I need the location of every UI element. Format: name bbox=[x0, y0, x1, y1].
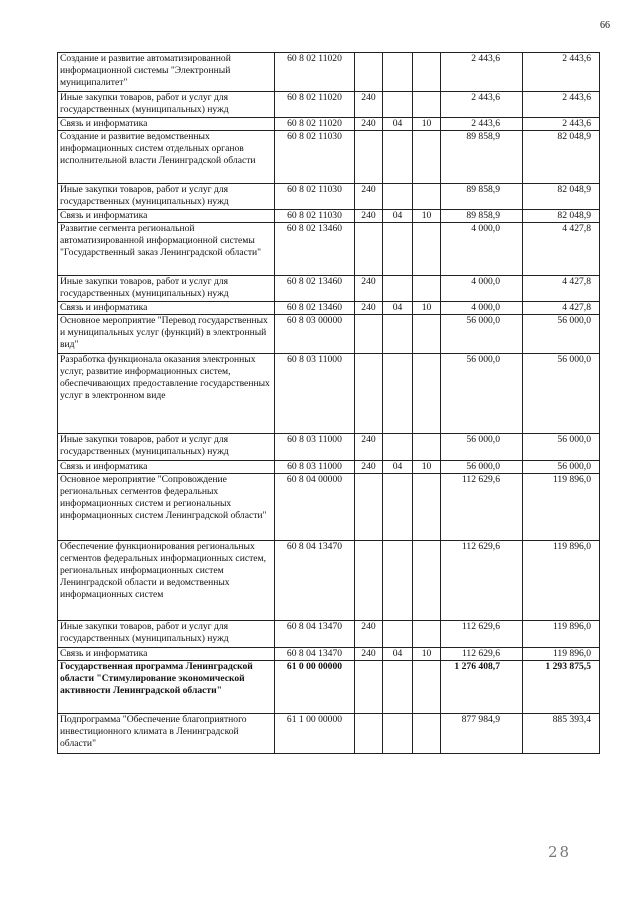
row-csr-code: 60 8 03 11000 bbox=[275, 461, 355, 474]
row-pr-code bbox=[413, 276, 441, 302]
row-vr-code: 240 bbox=[355, 210, 383, 223]
row-amount-year1: 112 629,6 bbox=[441, 621, 523, 648]
row-csr-code: 60 8 03 11000 bbox=[275, 434, 355, 461]
row-rz-code bbox=[383, 53, 413, 92]
row-pr-code bbox=[413, 354, 441, 434]
row-pr-code bbox=[413, 131, 441, 184]
row-name: Связь и информатика bbox=[58, 648, 275, 661]
row-pr-code bbox=[413, 184, 441, 210]
row-csr-code: 60 8 04 13470 bbox=[275, 648, 355, 661]
row-csr-code: 60 8 02 11020 bbox=[275, 92, 355, 118]
row-csr-code: 60 8 02 11020 bbox=[275, 53, 355, 92]
row-name: Создание и развитие автоматизированной информационной системы "Электронный муниципалитет" bbox=[58, 53, 275, 92]
row-amount-year1: 89 858,9 bbox=[441, 184, 523, 210]
table-row bbox=[58, 118, 600, 131]
row-vr-code bbox=[355, 354, 383, 434]
row-vr-code bbox=[355, 53, 383, 92]
row-pr-code bbox=[413, 92, 441, 118]
table-row bbox=[58, 302, 600, 315]
row-rz-code bbox=[383, 315, 413, 354]
row-vr-code bbox=[355, 541, 383, 621]
row-csr-code: 60 8 02 11030 bbox=[275, 131, 355, 184]
row-amount-year1: 2 443,6 bbox=[441, 53, 523, 92]
table-row bbox=[58, 354, 600, 434]
row-rz-code: 04 bbox=[383, 302, 413, 315]
row-name: Основное мероприятие "Перевод государственных и муниципальных услуг (функций) в электронный вид" bbox=[58, 315, 275, 354]
row-csr-code: 60 8 02 11030 bbox=[275, 210, 355, 223]
row-amount-year2: 2 443,6 bbox=[523, 53, 600, 92]
row-name: Разработка функционала оказания электронных услуг, развитие информационных систем, обеспечивающих предоставление государственных услуг в электронном виде bbox=[58, 354, 275, 434]
row-amount-year2: 82 048,9 bbox=[523, 184, 600, 210]
row-amount-year1: 89 858,9 bbox=[441, 131, 523, 184]
row-pr-code: 10 bbox=[413, 461, 441, 474]
row-name: Государственная программа Ленинградской области "Стимулирование экономической активности Ленинградской области" bbox=[58, 661, 275, 714]
row-name: Связь и информатика bbox=[58, 461, 275, 474]
row-amount-year1: 56 000,0 bbox=[441, 434, 523, 461]
row-amount-year1: 4 000,0 bbox=[441, 302, 523, 315]
row-rz-code bbox=[383, 434, 413, 461]
row-amount-year2: 4 427,8 bbox=[523, 223, 600, 276]
row-vr-code: 240 bbox=[355, 118, 383, 131]
table-row bbox=[58, 315, 600, 354]
row-pr-code bbox=[413, 434, 441, 461]
row-vr-code bbox=[355, 714, 383, 754]
row-csr-code: 60 8 04 13470 bbox=[275, 621, 355, 648]
row-csr-code: 60 8 02 13460 bbox=[275, 223, 355, 276]
row-name: Иные закупки товаров, работ и услуг для государственных (муниципальных) нужд bbox=[58, 621, 275, 648]
row-rz-code: 04 bbox=[383, 461, 413, 474]
row-pr-code bbox=[413, 53, 441, 92]
row-vr-code: 240 bbox=[355, 276, 383, 302]
table-row bbox=[58, 92, 600, 118]
row-pr-code: 10 bbox=[413, 118, 441, 131]
row-name: Подпрограмма "Обеспечение благоприятного инвестиционного климата в Ленинградской области" bbox=[58, 714, 275, 754]
row-vr-code bbox=[355, 661, 383, 714]
table-row bbox=[58, 184, 600, 210]
row-amount-year1: 112 629,6 bbox=[441, 648, 523, 661]
row-pr-code bbox=[413, 315, 441, 354]
row-name: Связь и информатика bbox=[58, 210, 275, 223]
row-amount-year2: 885 393,4 bbox=[523, 714, 600, 754]
row-amount-year1: 56 000,0 bbox=[441, 461, 523, 474]
row-name: Иные закупки товаров, работ и услуг для государственных (муниципальных) нужд bbox=[58, 276, 275, 302]
row-amount-year2: 119 896,0 bbox=[523, 648, 600, 661]
table-row bbox=[58, 53, 600, 92]
row-amount-year1: 4 000,0 bbox=[441, 276, 523, 302]
row-vr-code: 240 bbox=[355, 648, 383, 661]
row-amount-year2: 4 427,8 bbox=[523, 302, 600, 315]
table-row bbox=[58, 131, 600, 184]
row-csr-code: 60 8 03 11000 bbox=[275, 354, 355, 434]
budget-table bbox=[57, 52, 600, 754]
row-amount-year2: 119 896,0 bbox=[523, 541, 600, 621]
row-vr-code bbox=[355, 315, 383, 354]
table-row bbox=[58, 541, 600, 621]
row-rz-code bbox=[383, 92, 413, 118]
row-vr-code: 240 bbox=[355, 621, 383, 648]
row-csr-code: 60 8 04 13470 bbox=[275, 541, 355, 621]
row-csr-code: 60 8 04 00000 bbox=[275, 474, 355, 541]
row-amount-year2: 119 896,0 bbox=[523, 621, 600, 648]
row-amount-year2: 4 427,8 bbox=[523, 276, 600, 302]
row-rz-code bbox=[383, 354, 413, 434]
row-rz-code: 04 bbox=[383, 118, 413, 131]
row-amount-year1: 877 984,9 bbox=[441, 714, 523, 754]
table-row bbox=[58, 461, 600, 474]
row-amount-year2: 56 000,0 bbox=[523, 315, 600, 354]
row-vr-code: 240 bbox=[355, 302, 383, 315]
row-csr-code: 61 0 00 00000 bbox=[275, 661, 355, 714]
row-amount-year2: 56 000,0 bbox=[523, 354, 600, 434]
row-amount-year2: 56 000,0 bbox=[523, 461, 600, 474]
row-csr-code: 60 8 02 11030 bbox=[275, 184, 355, 210]
page-stamp: 28 bbox=[548, 843, 572, 861]
row-name: Основное мероприятие "Сопровождение региональных сегментов федеральных информационных систем и региональных информационных систем Ленинградской области" bbox=[58, 474, 275, 541]
row-rz-code bbox=[383, 714, 413, 754]
row-name: Связь и информатика bbox=[58, 302, 275, 315]
row-vr-code bbox=[355, 223, 383, 276]
row-amount-year2: 2 443,6 bbox=[523, 118, 600, 131]
row-amount-year1: 56 000,0 bbox=[441, 354, 523, 434]
row-pr-code bbox=[413, 661, 441, 714]
row-rz-code bbox=[383, 661, 413, 714]
row-rz-code bbox=[383, 541, 413, 621]
row-amount-year1: 4 000,0 bbox=[441, 223, 523, 276]
row-rz-code bbox=[383, 276, 413, 302]
row-rz-code bbox=[383, 621, 413, 648]
row-csr-code: 61 1 00 00000 bbox=[275, 714, 355, 754]
row-vr-code bbox=[355, 474, 383, 541]
row-amount-year2: 2 443,6 bbox=[523, 92, 600, 118]
row-pr-code bbox=[413, 714, 441, 754]
row-amount-year2: 56 000,0 bbox=[523, 434, 600, 461]
row-amount-year1: 112 629,6 bbox=[441, 474, 523, 541]
row-vr-code: 240 bbox=[355, 461, 383, 474]
table-row bbox=[58, 661, 600, 714]
row-name: Развитие сегмента региональной автоматизированной информационной системы "Государственный заказ Ленинградской области" bbox=[58, 223, 275, 276]
page-number: 66 bbox=[600, 20, 610, 31]
row-amount-year1: 2 443,6 bbox=[441, 118, 523, 131]
row-vr-code: 240 bbox=[355, 434, 383, 461]
row-rz-code bbox=[383, 223, 413, 276]
row-pr-code: 10 bbox=[413, 302, 441, 315]
row-pr-code bbox=[413, 621, 441, 648]
row-csr-code: 60 8 02 13460 bbox=[275, 302, 355, 315]
row-amount-year1: 1 276 408,7 bbox=[441, 661, 523, 714]
row-pr-code: 10 bbox=[413, 210, 441, 223]
table-row bbox=[58, 276, 600, 302]
row-amount-year1: 56 000,0 bbox=[441, 315, 523, 354]
row-pr-code bbox=[413, 223, 441, 276]
row-amount-year2: 82 048,9 bbox=[523, 210, 600, 223]
row-rz-code bbox=[383, 184, 413, 210]
row-csr-code: 60 8 03 00000 bbox=[275, 315, 355, 354]
row-vr-code bbox=[355, 131, 383, 184]
row-csr-code: 60 8 02 11020 bbox=[275, 118, 355, 131]
row-amount-year2: 1 293 875,5 bbox=[523, 661, 600, 714]
row-vr-code: 240 bbox=[355, 184, 383, 210]
table-row bbox=[58, 648, 600, 661]
row-rz-code bbox=[383, 474, 413, 541]
row-amount-year2: 119 896,0 bbox=[523, 474, 600, 541]
row-rz-code bbox=[383, 131, 413, 184]
table-row bbox=[58, 434, 600, 461]
row-pr-code: 10 bbox=[413, 648, 441, 661]
row-amount-year1: 112 629,6 bbox=[441, 541, 523, 621]
row-amount-year1: 2 443,6 bbox=[441, 92, 523, 118]
table-row bbox=[58, 223, 600, 276]
row-rz-code: 04 bbox=[383, 210, 413, 223]
row-vr-code: 240 bbox=[355, 92, 383, 118]
budget-table-body bbox=[58, 53, 600, 754]
row-amount-year2: 82 048,9 bbox=[523, 131, 600, 184]
row-name: Иные закупки товаров, работ и услуг для государственных (муниципальных) нужд bbox=[58, 434, 275, 461]
table-row bbox=[58, 210, 600, 223]
row-csr-code: 60 8 02 13460 bbox=[275, 276, 355, 302]
row-name: Обеспечение функционирования региональных сегментов федеральных информационных систем, региональных информационных систем Ленинградской области и ведомственных информационных систем bbox=[58, 541, 275, 621]
table-row bbox=[58, 621, 600, 648]
row-pr-code bbox=[413, 474, 441, 541]
table-row bbox=[58, 714, 600, 754]
row-name: Связь и информатика bbox=[58, 118, 275, 131]
row-pr-code bbox=[413, 541, 441, 621]
row-rz-code: 04 bbox=[383, 648, 413, 661]
table-row bbox=[58, 474, 600, 541]
row-amount-year1: 89 858,9 bbox=[441, 210, 523, 223]
row-name: Создание и развитие ведомственных информационных систем отдельных органов исполнительной власти Ленинградской области bbox=[58, 131, 275, 184]
row-name: Иные закупки товаров, работ и услуг для государственных (муниципальных) нужд bbox=[58, 184, 275, 210]
row-name: Иные закупки товаров, работ и услуг для государственных (муниципальных) нужд bbox=[58, 92, 275, 118]
